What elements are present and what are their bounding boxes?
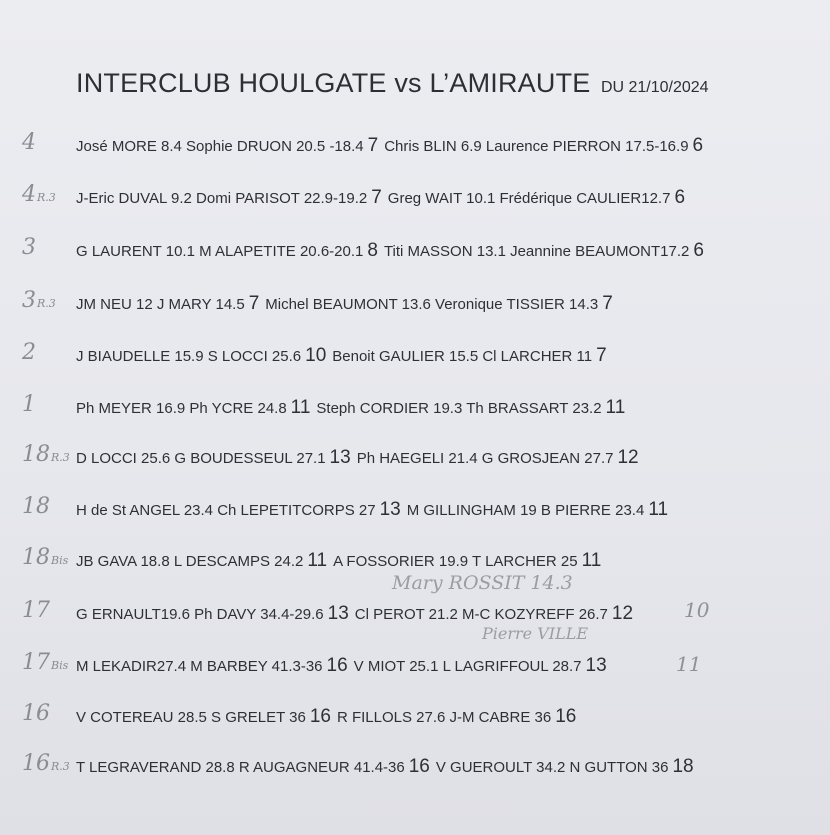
score-1: 11 <box>290 397 311 418</box>
handicap-note: 2 <box>22 340 36 365</box>
row-text <box>76 756 694 778</box>
score-1: 8 <box>367 240 378 261</box>
pair-2: Titi MASSON 13.1 Jeannine BEAUMONT17.2 <box>383 243 690 260</box>
score-2: 11 <box>581 550 602 571</box>
pair-2: Cl PEROT 21.2 M-C KOZYREFF 26.7 <box>354 606 608 623</box>
result-row <box>0 749 830 789</box>
handicap-note: 3 <box>22 235 36 260</box>
pair-2: M GILLINGHAM 19 B PIERRE 23.4 <box>406 502 645 519</box>
handwritten-note: Pierre VILLE <box>482 624 589 643</box>
score-1: 7 <box>248 293 260 314</box>
pair-2: R FILLOLS 27.6 J-M CABRE 36 <box>336 709 552 726</box>
handicap-note: 17Bis <box>22 650 69 675</box>
pair-2: Greg WAIT 10.1 Frédérique CAULIER12.7 <box>387 190 671 207</box>
pair-1: J-Eric DUVAL 9.2 Domi PARISOT 22.9-19.2 <box>76 190 368 207</box>
handicap-note: 3R.3 <box>22 288 56 313</box>
score-2: 6 <box>693 240 704 261</box>
pair-1: H de St ANGEL 23.4 Ch LEPETITCORPS 27 <box>76 502 376 519</box>
handicap-note: 1 <box>22 392 36 417</box>
row-text <box>76 397 625 419</box>
score-2: 12 <box>617 447 639 468</box>
handicap-note: 16R.3 <box>22 751 70 776</box>
handwritten-correction: 11 <box>676 652 702 676</box>
result-row <box>0 180 830 220</box>
handicap-note: 18Bis <box>22 545 69 570</box>
pair-1: V COTEREAU 28.5 S GRELET 36 <box>76 709 306 726</box>
pair-2: Michel BEAUMONT 13.6 Veronique TISSIER 14.3 <box>265 296 599 313</box>
score-1: 13 <box>327 603 349 624</box>
sheet-title: INTERCLUB HOULGATE vs L’AMIRAUTE <box>76 68 591 98</box>
result-row <box>0 440 830 480</box>
pair-1: G ERNAULT19.6 Ph DAVY 34.4-29.6 <box>76 606 324 623</box>
score-1: 13 <box>329 447 351 468</box>
pair-1: Ph MEYER 16.9 Ph YCRE 24.8 <box>76 400 287 417</box>
score-2: 11 <box>648 499 669 520</box>
score-2: 11 <box>605 397 626 418</box>
pair-1: José MORE 8.4 Sophie DRUON 20.5 -18.4 <box>76 138 364 155</box>
score-2: 6 <box>674 187 686 208</box>
handicap-note: 18R.3 <box>22 442 70 467</box>
row-text <box>76 550 601 572</box>
score-1: 10 <box>305 345 327 366</box>
pair-2: A FOSSORIER 19.9 T LARCHER 25 <box>333 553 578 570</box>
result-row <box>0 128 830 168</box>
handicap-note: 4R.3 <box>22 182 56 207</box>
handicap-note: 17 <box>22 598 50 623</box>
handwritten-note: Mary ROSSIT 14.3 <box>392 572 573 594</box>
row-text <box>76 603 633 625</box>
score-2: 7 <box>596 345 607 366</box>
score-2: 6 <box>692 135 704 156</box>
pair-1: D LOCCI 25.6 G BOUDESSEUL 27.1 <box>76 450 326 467</box>
row-text <box>76 240 704 262</box>
score-1: 11 <box>307 550 328 571</box>
row-text <box>76 655 607 677</box>
pair-2: Chris BLIN 6.9 Laurence PIERRON 17.5-16.9 <box>384 138 689 155</box>
score-1: 16 <box>309 706 331 727</box>
pair-2: V GUEROULT 34.2 N GUTTON 36 <box>435 759 669 776</box>
row-text <box>76 293 613 315</box>
sheet-header <box>76 68 709 99</box>
score-1: 7 <box>371 187 382 208</box>
score-1: 16 <box>408 756 430 777</box>
pair-1: JB GAVA 18.8 L DESCAMPS 24.2 <box>76 553 304 570</box>
score-2: 7 <box>602 293 613 314</box>
score-1: 13 <box>379 499 401 520</box>
row-text <box>76 447 639 469</box>
pair-1: G LAURENT 10.1 M ALAPETITE 20.6-20.1 <box>76 243 364 260</box>
result-row <box>0 648 830 688</box>
score-1: 16 <box>326 655 348 676</box>
score-2: 13 <box>585 655 607 676</box>
pair-1: T LEGRAVERAND 28.8 R AUGAGNEUR 41.4-36 <box>76 759 405 776</box>
pair-2: V MIOT 25.1 L LAGRIFFOUL 28.7 <box>353 658 582 675</box>
handicap-note: 18 <box>22 494 50 519</box>
handwritten-correction: 10 <box>684 598 710 622</box>
result-row <box>0 390 830 430</box>
result-row <box>0 233 830 273</box>
row-text <box>76 345 607 367</box>
pair-2: Steph CORDIER 19.3 Th BRASSART 23.2 <box>316 400 602 417</box>
pair-1: J BIAUDELLE 15.9 S LOCCI 25.6 <box>76 348 302 365</box>
score-2: 16 <box>555 706 577 727</box>
row-text <box>76 187 685 209</box>
pair-2: Benoit GAULIER 15.5 Cl LARCHER 11 <box>332 348 593 365</box>
score-2: 12 <box>611 603 634 624</box>
pair-1: M LEKADIR27.4 M BARBEY 41.3-36 <box>76 658 323 675</box>
row-text <box>76 499 668 521</box>
handicap-note: 4 <box>22 130 36 155</box>
pair-2: Ph HAEGELI 21.4 G GROSJEAN 27.7 <box>356 450 614 467</box>
result-row <box>0 338 830 378</box>
result-row <box>0 286 830 326</box>
score-2: 18 <box>672 756 694 777</box>
result-row <box>0 699 830 739</box>
row-text <box>76 135 703 157</box>
handicap-note: 16 <box>22 701 50 726</box>
pair-1: JM NEU 12 J MARY 14.5 <box>76 296 245 313</box>
score-1: 7 <box>367 135 379 156</box>
result-row <box>0 492 830 532</box>
sheet-date: DU 21/10/2024 <box>600 79 709 96</box>
row-text <box>76 706 576 728</box>
